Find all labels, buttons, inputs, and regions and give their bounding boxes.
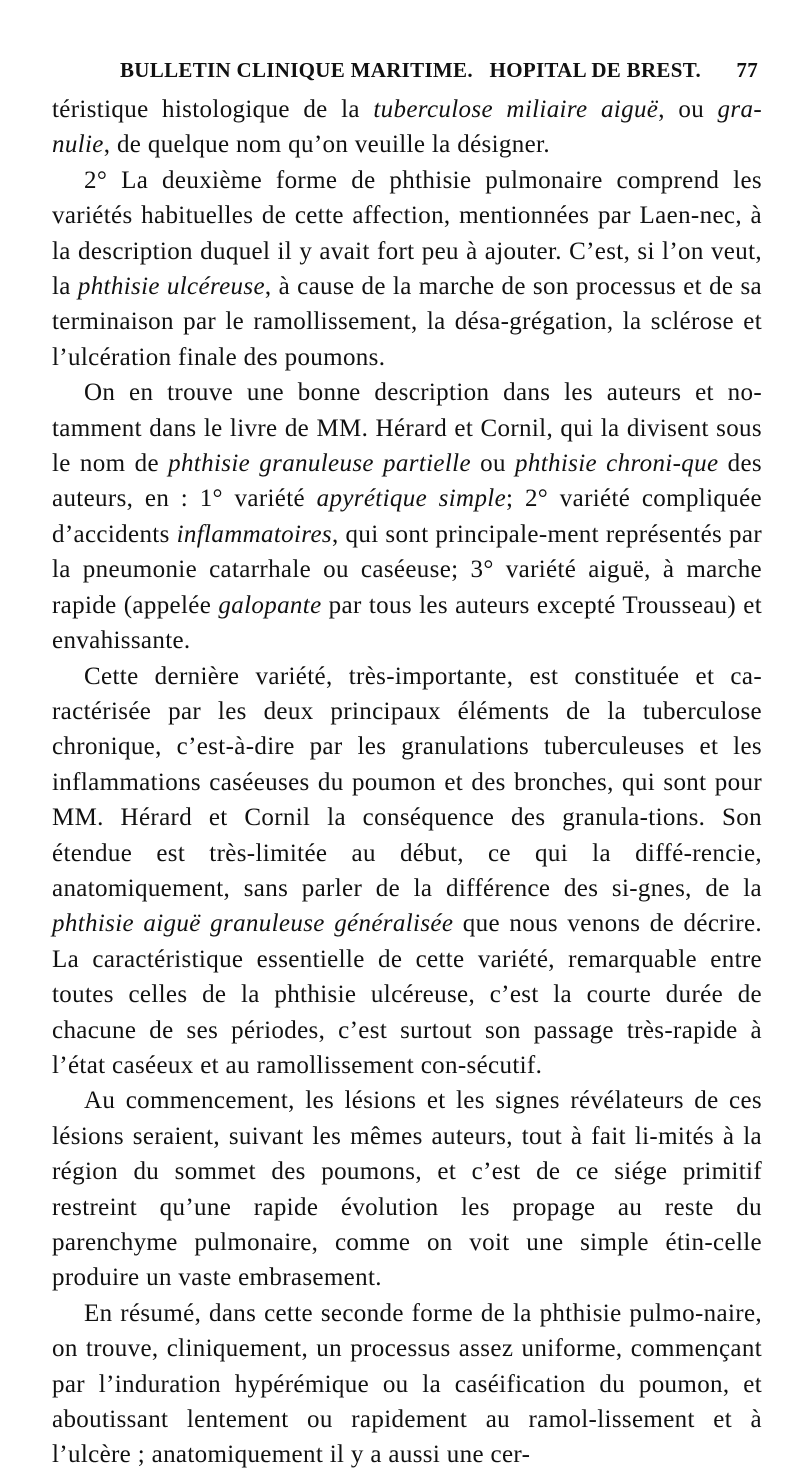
- paragraph: [52, 659, 762, 1084]
- text-run: , ou: [658, 96, 718, 123]
- text-run: Cette dernière variété, très-importante, est constituée et ca-ractérisée par les deux principaux éléments de la tuberculose chronique, c’est-à-dire par les granulations tuberculeuses et les inflammations caséeuses du poumon et des bronches, qui sont pour MM. Hérard et Cornil la conséquence des granula-tions. Son étendue est très-limitée au début, ce qui la diffé-rencie, anatomiquement, sans parler de la différence des si-gnes, de la: [52, 662, 762, 902]
- italic-run: phthisie granuleuse partielle: [168, 450, 471, 478]
- text-run: que nous venons de décrire. La caractéristique essentielle de cette variété, remarquable entre toutes celles de la phthisie ulcéreuse, c’est la courte durée de chacune de ses périodes, c’est surtout son passage très-rapide à l’état caséeux et au ramollissement con-sécutif.: [52, 910, 762, 1079]
- text-run: Au commencement, les lésions et les signes révélateurs de ces lésions seraient, suivant les mêmes auteurs, tout à fait li-mités à la région du sommet des poumons, et c’est de ce siége primitif restreint qu’une rapide évolution les propage au reste du parenchyme pulmonaire, comme on voit une simple étin-celle produire un vaste embrasement.: [52, 1087, 762, 1292]
- text-run: On en trouve une bonne description dans les auteurs et no-tamment dans le livre de MM. Hérard et Cornil, qui la divisent sous le nom de: [52, 379, 762, 478]
- italic-run: galopante: [218, 591, 322, 619]
- italic-run: phthisie aiguë granuleuse généralisée: [52, 910, 454, 938]
- italic-run: apyrétique simple: [316, 485, 507, 513]
- header-title: BULLETIN CLINIQUE MARITIME. HOPITAL DE BREST.: [120, 58, 702, 82]
- text-run: , de quelque nom qu’on veuille la désigner.: [103, 131, 550, 159]
- text-run: téristique histologique de la: [52, 96, 374, 123]
- running-header: [120, 58, 762, 88]
- text-run: En résumé, dans cette seconde forme de la phthisie pulmo-naire, on trouve, cliniquement, un processus assez uniforme, commençant par l’induration hypérémique ou la caséification du poumon, et aboutissant lentement ou rapidement au ramol-lissement et à l’ulcère ; anatomiquement il y a aussi une cer-: [52, 1299, 762, 1469]
- text-run: , qui sont principale-ment représentés par la pneumonie catarrhale ou caséeuse; 3° variété aiguë, à marche rapide (appelée: [52, 520, 763, 619]
- italic-run: phthisie chroni-que: [515, 450, 719, 478]
- text-run: ; 2° variété compliquée d’accidents: [52, 485, 762, 548]
- body-text: [52, 92, 762, 1473]
- italic-run: tuberculose miliaire aiguë: [373, 96, 659, 123]
- italic-run: inflammatoires: [176, 520, 332, 548]
- text-run: , à cause de la marche de son processus et de sa terminaison par le ramollissement, la désa-grégation, la sclérose et l’ulcération finale des poumons.: [52, 273, 762, 371]
- italic-run: gra-nulie: [52, 96, 763, 159]
- paragraph: [52, 163, 762, 375]
- paragraph: [52, 92, 762, 163]
- text-run: des auteurs, en : 1° variété: [52, 450, 762, 513]
- text-run: 2° La deuxième forme de phthisie pulmonaire comprend les variétés habituelles de cette affection, mentionnées par Laen-nec, à la description duquel il y avait fort peu à ajouter. C’est, si l’on veut, la: [52, 166, 762, 301]
- text-run: ou: [470, 450, 515, 478]
- paragraph: [52, 1083, 762, 1295]
- text-run: par tous les auteurs excepté Trousseau) et envahissante.: [52, 591, 762, 655]
- page-number: 77: [736, 58, 758, 82]
- paragraph: [52, 375, 762, 658]
- paragraph: [52, 1296, 762, 1473]
- italic-run: phthisie ulcéreuse: [77, 273, 265, 301]
